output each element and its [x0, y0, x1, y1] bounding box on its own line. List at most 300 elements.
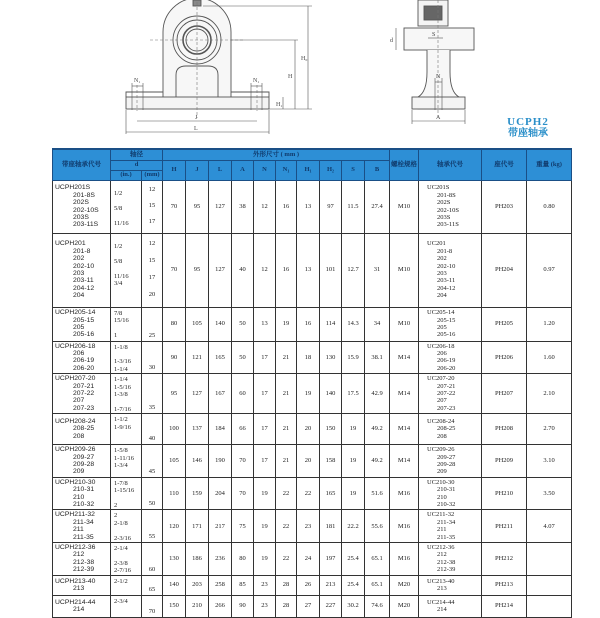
cell-h1: 26	[297, 575, 320, 595]
cell-line: UC206-18	[427, 342, 455, 350]
cell-line: 211-34	[73, 518, 94, 526]
cell-line: 2-1/4	[114, 545, 128, 553]
cell-n1: 16	[276, 233, 297, 307]
table-row	[53, 543, 572, 576]
cell-line: 202-10	[437, 262, 456, 270]
cell-n1: 22	[276, 543, 297, 576]
header-bolt: 螺栓规格	[390, 149, 419, 180]
cell-line: 55	[148, 533, 156, 541]
cell-line: 1/2	[114, 242, 123, 250]
cell-line: UCPH206-18	[55, 342, 96, 350]
cell-h1: 24	[297, 543, 320, 576]
cell-n1: 22	[276, 477, 297, 510]
cell-a: 50	[232, 341, 254, 374]
cell-line: UCPH201S	[55, 184, 91, 192]
cell-line: UCPH210-30	[55, 478, 96, 486]
dim-n: N	[436, 74, 441, 80]
cell-line: 211-35	[73, 533, 94, 541]
cell-line: UCPH213-40	[55, 577, 96, 585]
cell-b: 42.9	[365, 374, 390, 414]
cell-line: 211-35	[437, 533, 456, 541]
cell-l: 167	[209, 374, 232, 414]
cell-line: 2-1/8	[114, 519, 128, 527]
cell-a: 80	[232, 543, 254, 576]
cell-housing: PH212	[482, 543, 527, 576]
dim-n1-right: N₁	[253, 78, 260, 84]
cell-line	[114, 265, 141, 272]
cell-line: 205-15	[437, 316, 456, 324]
cell-b: 65.1	[365, 575, 390, 595]
cell-line	[114, 605, 141, 612]
cell-shaft-mm	[142, 510, 163, 543]
cell-line: 209-28	[73, 460, 95, 468]
cell-line: UCPH214-44	[55, 598, 96, 606]
cell-l: 127	[209, 180, 232, 233]
cell-line: 203	[73, 270, 85, 277]
cell-a: 85	[232, 575, 254, 595]
cell-h: 130	[163, 543, 186, 576]
cell-line: 202S	[73, 199, 89, 207]
cell-a: 70	[232, 477, 254, 510]
cell-bolt: M10	[390, 307, 419, 341]
cell-bolt: M10	[390, 233, 419, 307]
cell-shaft-in	[111, 341, 142, 374]
header-shaft-d: d	[111, 160, 163, 170]
cell-model	[53, 543, 111, 576]
cell-weight: 1.60	[527, 341, 572, 374]
cell-shaft-mm	[142, 307, 163, 341]
cell-line: UCPH207-20	[55, 375, 96, 383]
cell-line: 206-19	[437, 357, 456, 365]
cell-bolt: M20	[390, 575, 419, 595]
cell-line: UC210-30	[427, 478, 455, 486]
header-dimensions: 外形尺寸 ( mm )	[163, 149, 390, 160]
cell-j: 186	[186, 543, 209, 576]
cell-s: 19	[342, 477, 365, 510]
cell-s: 17.5	[342, 374, 365, 414]
cell-line: 1-1/4	[114, 365, 128, 373]
cell-line: 210-31	[73, 486, 95, 494]
cell-h2: 140	[320, 374, 342, 414]
header-shaft: 轴径	[111, 149, 163, 160]
cell-shaft-mm	[142, 595, 163, 617]
cell-line: 201-8S	[73, 191, 95, 199]
cell-shaft-mm	[142, 445, 163, 478]
cell-h2: 158	[320, 445, 342, 478]
cell-line: 209-27	[437, 453, 456, 461]
cell-line	[114, 212, 141, 219]
cell-bolt: M14	[390, 374, 419, 414]
cell-b: 27.4	[365, 180, 390, 233]
cell-bolt: M16	[390, 477, 419, 510]
table-row	[53, 445, 572, 478]
cell-a: 66	[232, 414, 254, 445]
cell-line: 1-3/8	[114, 390, 128, 398]
cell-bolt: M14	[390, 414, 419, 445]
cell-j: 146	[186, 445, 209, 478]
cell-shaft-mm	[142, 414, 163, 445]
cell-line: UC201S	[427, 184, 450, 192]
cell-n: 12	[254, 233, 276, 307]
cell-model	[53, 307, 111, 341]
cell-line: 12	[148, 185, 156, 193]
header-a: A	[232, 160, 254, 180]
cell-h1: 27	[297, 595, 320, 617]
cell-line: 203	[437, 270, 447, 277]
cell-housing: PH206	[482, 341, 527, 374]
table-row	[53, 477, 572, 510]
cell-line: 2-3/4	[114, 597, 128, 605]
cell-line: 204	[73, 292, 85, 300]
cell-a: 75	[232, 510, 254, 543]
header-l: L	[209, 160, 232, 180]
cell-line: 211	[437, 526, 447, 534]
cell-j: 137	[186, 414, 209, 445]
cell-n1: 28	[276, 595, 297, 617]
cell-h2: 181	[320, 510, 342, 543]
cell-bearing	[419, 543, 482, 576]
cell-line: UC207-20	[427, 375, 455, 383]
cell-line: 214	[437, 606, 447, 614]
cell-weight: 3.10	[527, 445, 572, 478]
cell-line: 202-10S	[437, 206, 460, 214]
series-label	[492, 116, 564, 140]
header-h2: H₂	[320, 160, 342, 180]
cell-b: 51.6	[365, 477, 390, 510]
cell-j: 105	[186, 307, 209, 341]
cell-line: 205	[73, 324, 85, 331]
cell-h1: 20	[297, 414, 320, 445]
cell-line: UC213-40	[427, 577, 455, 585]
cell-h: 105	[163, 445, 186, 478]
cell-line: 209	[73, 468, 85, 476]
cell-line: 212-38	[73, 558, 95, 566]
cell-h2: 101	[320, 233, 342, 307]
cell-model	[53, 477, 111, 510]
cell-line: 203-11S	[437, 221, 459, 229]
cell-line: 208	[437, 432, 447, 440]
cell-shaft-in	[111, 477, 142, 510]
dim-l: L	[194, 126, 198, 132]
cell-shaft-mm	[142, 180, 163, 233]
cell-housing: PH211	[482, 510, 527, 543]
cell-line: 206-19	[73, 357, 95, 365]
cell-model	[53, 575, 111, 595]
cell-line: 1-11/16	[114, 454, 134, 462]
cell-housing: PH203	[482, 180, 527, 233]
cell-a: 60	[232, 374, 254, 414]
cell-line: 210-32	[73, 501, 95, 508]
cell-line: 45	[148, 467, 156, 475]
cell-line: UCPH211-32	[55, 511, 95, 519]
cell-line: 212	[73, 551, 85, 559]
cell-line: 204-12	[73, 284, 95, 292]
cell-s: 25.4	[342, 543, 365, 576]
dim-j: J	[195, 115, 198, 121]
cell-n1: 21	[276, 414, 297, 445]
cell-shaft-mm	[142, 575, 163, 595]
cell-line: UC205-14	[427, 309, 455, 317]
cell-model	[53, 233, 111, 307]
cell-bolt: M16	[390, 543, 419, 576]
cell-line	[114, 324, 141, 331]
cell-line: UC201	[427, 240, 446, 248]
cell-h2: 213	[320, 575, 342, 595]
cell-housing: PH204	[482, 233, 527, 307]
cell-line: 1	[114, 331, 118, 339]
cell-shaft-in	[111, 595, 142, 617]
cell-line: 1-1/2	[114, 416, 128, 424]
cell-s: 19	[342, 445, 365, 478]
cell-line: 1-7/8	[114, 479, 128, 487]
cell-line: 65	[148, 585, 156, 593]
cell-s: 14.3	[342, 307, 365, 341]
cell-model	[53, 595, 111, 617]
cell-bearing	[419, 233, 482, 307]
cell-line: 203S	[73, 213, 89, 221]
cell-s: 12.7	[342, 233, 365, 307]
cell-h: 95	[163, 374, 186, 414]
cell-h2: 227	[320, 595, 342, 617]
cell-model	[53, 445, 111, 478]
cell-s: 25.4	[342, 575, 365, 595]
cell-line: 1-5/16	[114, 383, 131, 391]
cell-line: 201-8	[437, 247, 453, 255]
table-header	[53, 149, 572, 180]
cell-n: 17	[254, 374, 276, 414]
cell-n1: 22	[276, 510, 297, 543]
cell-line: 203-11	[73, 277, 94, 285]
cell-bearing	[419, 445, 482, 478]
cell-b: 65.1	[365, 543, 390, 576]
cell-line: 2-7/16	[114, 567, 131, 575]
cell-line: UCPH208-24	[55, 418, 96, 426]
cell-line: UC212-36	[427, 544, 455, 552]
header-j: J	[186, 160, 209, 180]
cell-line	[114, 469, 141, 476]
cell-bolt: M10	[390, 180, 419, 233]
cell-line: 12	[148, 239, 156, 247]
cell-shaft-in	[111, 374, 142, 414]
cell-line: 207	[437, 397, 447, 405]
cell-b: 49.2	[365, 445, 390, 478]
cell-line	[114, 183, 141, 190]
cell-line: 204	[437, 292, 447, 300]
cell-line: 40	[148, 435, 156, 443]
table-row	[53, 414, 572, 445]
header-s: S	[342, 160, 365, 180]
cell-line	[114, 495, 141, 502]
cell-line: UC214-44	[427, 598, 455, 606]
cell-line	[114, 527, 141, 534]
cell-l: 190	[209, 445, 232, 478]
cell-line: 1/2	[114, 189, 123, 197]
cell-line: 207-21	[73, 382, 95, 390]
cell-n1: 16	[276, 180, 297, 233]
cell-h: 100	[163, 414, 186, 445]
cell-model	[53, 341, 111, 374]
cell-b: 34	[365, 307, 390, 341]
header-n: N	[254, 160, 276, 180]
cell-s: 19	[342, 414, 365, 445]
cell-line: 206	[437, 349, 447, 357]
cell-n: 23	[254, 575, 276, 595]
cell-weight: 0.97	[527, 233, 572, 307]
cell-line: UCPH209-26	[55, 446, 96, 454]
series-code: UCPH2	[507, 116, 549, 128]
cell-n1: 21	[276, 445, 297, 478]
cell-s: 22.2	[342, 510, 365, 543]
cell-h2: 114	[320, 307, 342, 341]
cell-line	[114, 197, 141, 204]
cell-housing: PH207	[482, 374, 527, 414]
cell-line: 1-9/16	[114, 423, 131, 431]
cell-line: 202	[437, 255, 447, 263]
cell-line: 15	[148, 201, 156, 209]
dim-h1: H₁	[276, 102, 283, 108]
header-model: 带座轴承代号	[53, 149, 111, 180]
cell-b: 74.6	[365, 595, 390, 617]
cell-bolt: M14	[390, 341, 419, 374]
cell-h2: 197	[320, 543, 342, 576]
cell-shaft-in	[111, 307, 142, 341]
cell-weight	[527, 575, 572, 595]
cell-line	[114, 585, 141, 592]
cell-n1: 21	[276, 341, 297, 374]
cell-weight: 2.10	[527, 374, 572, 414]
cell-s: 30.2	[342, 595, 365, 617]
header-h: H	[163, 160, 186, 180]
cell-line: 1-5/8	[114, 447, 128, 455]
spec-table	[52, 148, 572, 618]
cell-n: 12	[254, 180, 276, 233]
cell-line: 202S	[437, 199, 451, 207]
table-row	[53, 233, 572, 307]
cell-n: 17	[254, 414, 276, 445]
cell-shaft-in	[111, 575, 142, 595]
cell-line: 205	[437, 324, 447, 331]
cell-bearing	[419, 414, 482, 445]
cell-line: 212	[437, 551, 447, 559]
cell-line: 1-3/4	[114, 461, 128, 469]
cell-j: 203	[186, 575, 209, 595]
cell-h: 90	[163, 341, 186, 374]
dim-h0: H₀	[301, 56, 308, 62]
cell-h1: 23	[297, 510, 320, 543]
cell-l: 204	[209, 477, 232, 510]
cell-housing: PH205	[482, 307, 527, 341]
header-weight: 重量 (kg)	[527, 149, 572, 180]
cell-n1: 19	[276, 307, 297, 341]
cell-weight: 1.20	[527, 307, 572, 341]
cell-weight	[527, 543, 572, 576]
cell-line: 210	[73, 493, 85, 501]
cell-weight: 2.70	[527, 414, 572, 445]
cell-line: 204-12	[437, 284, 456, 292]
cell-line: 203S	[437, 213, 451, 221]
cell-line	[114, 552, 141, 559]
cell-weight: 4.07	[527, 510, 572, 543]
cell-h2: 165	[320, 477, 342, 510]
cell-j: 210	[186, 595, 209, 617]
cell-n1: 21	[276, 374, 297, 414]
cell-line: 205-15	[73, 316, 95, 324]
table-row	[53, 374, 572, 414]
cell-line: 11/16	[114, 219, 129, 227]
dim-a: A	[436, 115, 441, 121]
cell-h: 110	[163, 477, 186, 510]
cell-line: 206	[73, 349, 85, 357]
cell-housing: PH208	[482, 414, 527, 445]
cell-h2: 97	[320, 180, 342, 233]
cell-line: 210-32	[437, 501, 456, 508]
cell-line: 2	[114, 502, 118, 509]
cell-n: 19	[254, 543, 276, 576]
cell-h: 70	[163, 233, 186, 307]
cell-line: UCPH201	[55, 240, 86, 248]
cell-line: 17	[148, 217, 156, 225]
cell-j: 171	[186, 510, 209, 543]
cell-line: 209-28	[437, 460, 456, 468]
cell-l: 184	[209, 414, 232, 445]
cell-shaft-mm	[142, 543, 163, 576]
cell-line: 208-25	[437, 425, 456, 433]
cell-line: UC208-24	[427, 418, 455, 426]
cell-model	[53, 374, 111, 414]
cell-line: 212-39	[73, 566, 95, 574]
cell-line: 2-3/16	[114, 534, 131, 542]
cell-line: 11/16	[114, 272, 129, 280]
header-b: B	[365, 160, 390, 180]
cell-bolt: M16	[390, 510, 419, 543]
cell-line: 20	[148, 290, 156, 298]
cell-j: 95	[186, 180, 209, 233]
cell-h1: 20	[297, 445, 320, 478]
cell-line: 210	[437, 493, 447, 501]
cell-line: 15/16	[114, 316, 129, 324]
cell-n: 13	[254, 307, 276, 341]
cell-line: 209-27	[73, 453, 95, 461]
spec-table-container	[52, 148, 571, 618]
cell-b: 31	[365, 233, 390, 307]
cell-housing: PH209	[482, 445, 527, 478]
cell-h: 80	[163, 307, 186, 341]
cell-line: 214	[73, 606, 85, 614]
cell-a: 38	[232, 180, 254, 233]
cell-line: 203-11S	[73, 221, 99, 229]
cell-line: 208-25	[73, 425, 95, 433]
cell-weight: 0.80	[527, 180, 572, 233]
cell-line: 35	[148, 404, 156, 412]
cell-j: 127	[186, 374, 209, 414]
cell-bearing	[419, 575, 482, 595]
cell-bearing	[419, 307, 482, 341]
cell-l: 165	[209, 341, 232, 374]
cell-shaft-mm	[142, 374, 163, 414]
cell-line: 205-16	[73, 331, 95, 339]
table-row	[53, 341, 572, 374]
cell-bearing	[419, 341, 482, 374]
cell-line: 2	[114, 512, 118, 520]
cell-line: 1-1/4	[114, 376, 128, 384]
cell-line	[114, 236, 141, 243]
cell-shaft-mm	[142, 477, 163, 510]
cell-shaft-in	[111, 543, 142, 576]
cell-model	[53, 180, 111, 233]
table-row	[53, 510, 572, 543]
cell-n: 23	[254, 595, 276, 617]
table-row	[53, 307, 572, 341]
